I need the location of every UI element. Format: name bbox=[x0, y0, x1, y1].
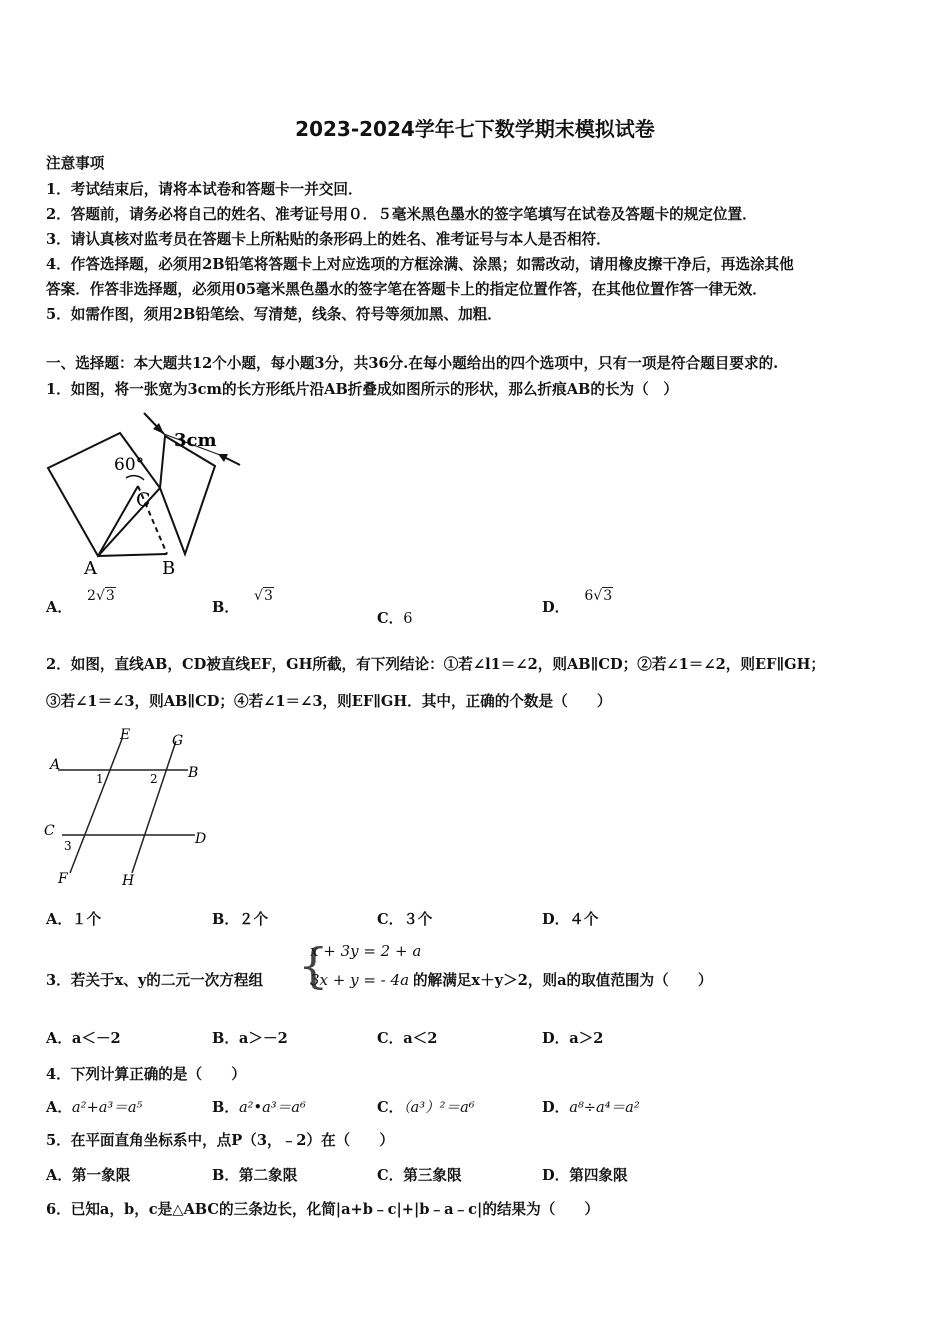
sqrt-expression: 6√3 bbox=[584, 588, 613, 604]
q4-option-c[interactable] bbox=[377, 1096, 475, 1117]
option-letter: C． bbox=[377, 610, 404, 627]
q1-option-c[interactable] bbox=[377, 607, 413, 628]
q1-option-b[interactable] bbox=[212, 588, 274, 617]
option-expression: a⁸÷a⁴＝a² bbox=[569, 1099, 640, 1116]
option-letter: A． bbox=[46, 599, 72, 616]
q2-line-ef bbox=[70, 739, 122, 873]
option-letter: B． bbox=[212, 1099, 239, 1116]
q4-option-b[interactable] bbox=[212, 1096, 306, 1117]
q2-option-c[interactable]: C．３个 bbox=[377, 911, 433, 928]
option-letter: B． bbox=[212, 599, 239, 616]
q4-option-d[interactable] bbox=[542, 1096, 640, 1117]
q1-figure bbox=[40, 408, 260, 583]
q2-label-g: G bbox=[172, 733, 184, 749]
q1-crease bbox=[98, 486, 138, 556]
q2-angle-2: 2 bbox=[150, 772, 158, 786]
radicand: 3 bbox=[603, 588, 613, 604]
q4-option-a[interactable] bbox=[46, 1096, 142, 1117]
q2-line-gh bbox=[132, 741, 176, 873]
q5-option-c[interactable]: C．第三象限 bbox=[377, 1167, 462, 1184]
q3-equation-system bbox=[298, 938, 422, 996]
section-heading: 一、选择题：本大题共12个小题，每小题3分，共36分.在每小题给出的四个选项中，只有一项是符合题目要求的. bbox=[46, 355, 779, 372]
q1-angle-arc bbox=[126, 476, 144, 480]
q3-option-c[interactable]: C．a＜2 bbox=[377, 1030, 438, 1047]
radicand: 3 bbox=[105, 588, 115, 604]
option-expression: a²•a³＝a⁶ bbox=[238, 1099, 306, 1116]
q2-figure bbox=[40, 725, 215, 890]
option-expression: a²+a³＝a⁵ bbox=[71, 1099, 143, 1116]
notice-item: 3．请认真核对监考员在答题卡上所粘贴的条形码上的姓名、准考证号与本人是否相符． bbox=[46, 231, 611, 248]
q3-option-a[interactable]: A．a＜－2 bbox=[46, 1030, 121, 1047]
option-value: 6 bbox=[403, 610, 413, 627]
question-6-stem: 6．已知a，b，c是△ABC的三条边长，化简|a+b﹣c|+|b﹣a﹣c|的结果为（ ） bbox=[46, 1201, 600, 1218]
q2-option-a[interactable]: A．１个 bbox=[46, 911, 102, 928]
q3-option-d[interactable]: D．a＞2 bbox=[542, 1030, 604, 1047]
q1-width-label: 3cm bbox=[174, 430, 217, 451]
q2-label-e: E bbox=[120, 727, 131, 743]
q5-option-d[interactable]: D．第四象限 bbox=[542, 1167, 628, 1184]
option-expression: （a³）²＝a⁶ bbox=[403, 1099, 475, 1116]
notice-item: 答案．作答非选择题，必须用05毫米黑色墨水的签字笔在答题卡上的指定位置作答，在其他位置作答一律无效． bbox=[46, 281, 767, 298]
q2-angle-1: 1 bbox=[96, 772, 104, 786]
q2-label-h: H bbox=[122, 873, 135, 889]
option-letter: C． bbox=[377, 1099, 404, 1116]
question-4-stem: 4．下列计算正确的是（ ） bbox=[46, 1066, 246, 1083]
option-letter: A． bbox=[46, 1099, 72, 1116]
question-2-stem-line2: ③若∠1＝∠3，则AB∥CD；④若∠1＝∠3，则EF∥GH．其中，正确的个数是（ ） bbox=[46, 693, 612, 710]
page-title: 2023-2024学年七下数学期末模拟试卷 bbox=[295, 117, 655, 141]
q1-angle-label: 60° bbox=[114, 455, 145, 475]
q1-point-b: B bbox=[162, 558, 176, 579]
brace-icon: { bbox=[298, 938, 329, 994]
q3-equation-2: 3x + y = - 4a bbox=[310, 971, 410, 989]
q2-angle-3: 3 bbox=[64, 839, 72, 853]
q2-label-f: F bbox=[58, 871, 68, 887]
q1-right-strip bbox=[160, 436, 215, 554]
coefficient: 6 bbox=[584, 588, 594, 604]
option-letter: D． bbox=[542, 1099, 570, 1116]
notice-item: 1．考试结束后，请将本试卷和答题卡一并交回． bbox=[46, 181, 363, 198]
q2-option-d[interactable]: D．４个 bbox=[542, 911, 599, 928]
q1-fold-ab bbox=[98, 554, 167, 556]
question-3-stem-before: 3．若关于x、y的二元一次方程组 bbox=[46, 972, 264, 989]
q2-label-b: B bbox=[188, 765, 199, 781]
q1-point-a: A bbox=[84, 558, 97, 579]
question-5-stem: 5．在平面直角坐标系中，点P（3，﹣2）在（ ） bbox=[46, 1132, 394, 1149]
notice-heading: 注意事项 bbox=[46, 155, 105, 172]
question-3-stem-after: 的解满足x＋y＞2，则a的取值范围为（ ） bbox=[413, 972, 713, 989]
notice-item: 5．如需作图，须用2B铅笔绘、写清楚，线条、符号等须加黑、加粗． bbox=[46, 306, 502, 323]
q3-equation-1: x + 3y = 2 + a bbox=[310, 942, 422, 960]
q2-option-b[interactable]: B．２个 bbox=[212, 911, 269, 928]
q3-option-b[interactable]: B．a＞－2 bbox=[212, 1030, 288, 1047]
radicand: 3 bbox=[263, 588, 273, 604]
notice-item: 2．答题前，请务必将自己的姓名、准考证号用０．５毫米黑色墨水的签字笔填写在试卷及答题卡的规定位置． bbox=[46, 206, 757, 223]
q2-label-a: A bbox=[50, 757, 61, 773]
sqrt-expression: √3 bbox=[254, 588, 273, 604]
sqrt-expression: 2√3 bbox=[87, 588, 115, 604]
q1-option-a[interactable] bbox=[46, 588, 116, 617]
q1-option-d[interactable] bbox=[542, 588, 613, 617]
q5-option-b[interactable]: B．第二象限 bbox=[212, 1167, 298, 1184]
coefficient: 2 bbox=[87, 588, 96, 604]
notice-item: 4．作答选择题，必须用2B铅笔将答题卡上对应选项的方框涂满、涂黑；如需改动，请用橡皮擦干净后，再选涂其他 bbox=[46, 256, 794, 273]
q5-option-a[interactable]: A．第一象限 bbox=[46, 1167, 131, 1184]
question-1-stem: 1．如图，将一张宽为3cm的长方形纸片沿AB折叠成如图所示的形状，那么折痕AB的长为（ ） bbox=[46, 381, 678, 398]
option-letter: D． bbox=[542, 599, 570, 616]
question-2-stem-line1: 2．如图，直线AB，CD被直线EF，GH所截，有下列结论：①若∠l1＝∠2，则AB∥CD；②若∠1＝∠2，则EF∥GH； bbox=[46, 656, 826, 673]
q2-label-c: C bbox=[44, 823, 55, 839]
q2-label-d: D bbox=[195, 831, 207, 847]
q1-point-c: C bbox=[136, 489, 151, 511]
